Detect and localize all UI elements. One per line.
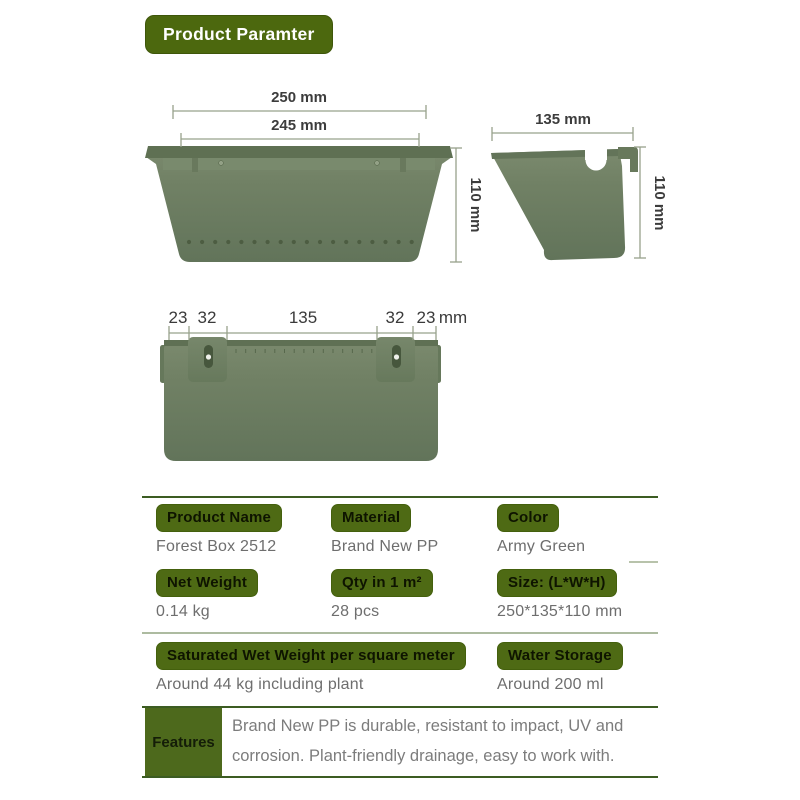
table-top-border [142,496,658,498]
dim-side-height: 110 mm [651,175,668,231]
dim-back-seg-23-right: 23 [416,308,436,327]
spec-label-saturated-weight: Saturated Wet Weight per square meter [156,642,466,670]
dim-back-seg-23-left: 23 [168,308,188,327]
dim-front-inner-width: 245 mm [271,117,327,134]
back-view-drawing [160,337,441,461]
spec-value-water-storage: Around 200 ml [497,676,604,693]
spec-label-water-storage: Water Storage [497,642,623,670]
hanging-tab-left [188,337,227,382]
page-title: Product Paramter [145,15,333,54]
row-separator [142,632,658,634]
dim-front-outer-width: 250 mm [271,89,327,106]
spec-value-material: Brand New PP [331,538,439,555]
screw-dot [219,161,224,166]
spec-label-size: Size: (L*W*H) [497,569,617,597]
front-view-drawing [145,146,453,262]
spec-label-net-weight: Net Weight [156,569,258,597]
spec-label-product-name: Product Name [156,504,282,532]
spec-value-saturated-weight: Around 44 kg including plant [156,676,364,693]
spec-value-color: Army Green [497,538,586,555]
hanging-tab-right [376,337,415,382]
spec-value-net-weight: 0.14 kg [156,603,210,620]
features-header-cell [145,708,222,776]
features-description: Brand New PP is durable, resistant to impact, UV and corrosion. Plant-friendly drainage, easy to work with. [232,717,624,765]
spec-label-material: Material [331,504,411,532]
features-bottom-border [142,776,658,778]
dim-back-seg-32-left: 32 [197,308,217,327]
screw-dot [375,161,380,166]
spec-label-qty-per-sqm: Qty in 1 m² [331,569,433,597]
dim-side-width: 135 mm [535,111,591,128]
spec-value-product-name: Forest Box 2512 [156,538,277,555]
dim-back-unit: mm [438,308,468,327]
spec-value-qty-per-sqm: 28 pcs [331,603,380,620]
features-label: Features [152,733,215,751]
spec-label-color: Color [497,504,559,532]
dim-back-seg-135: 135 [288,308,318,327]
dim-front-height: 110 mm [467,177,484,233]
back-view-dimensions [169,308,468,340]
dim-back-seg-32-right: 32 [385,308,405,327]
short-separator [629,561,658,563]
spec-value-size: 250*135*110 mm [497,603,623,620]
side-view-drawing [491,140,638,260]
